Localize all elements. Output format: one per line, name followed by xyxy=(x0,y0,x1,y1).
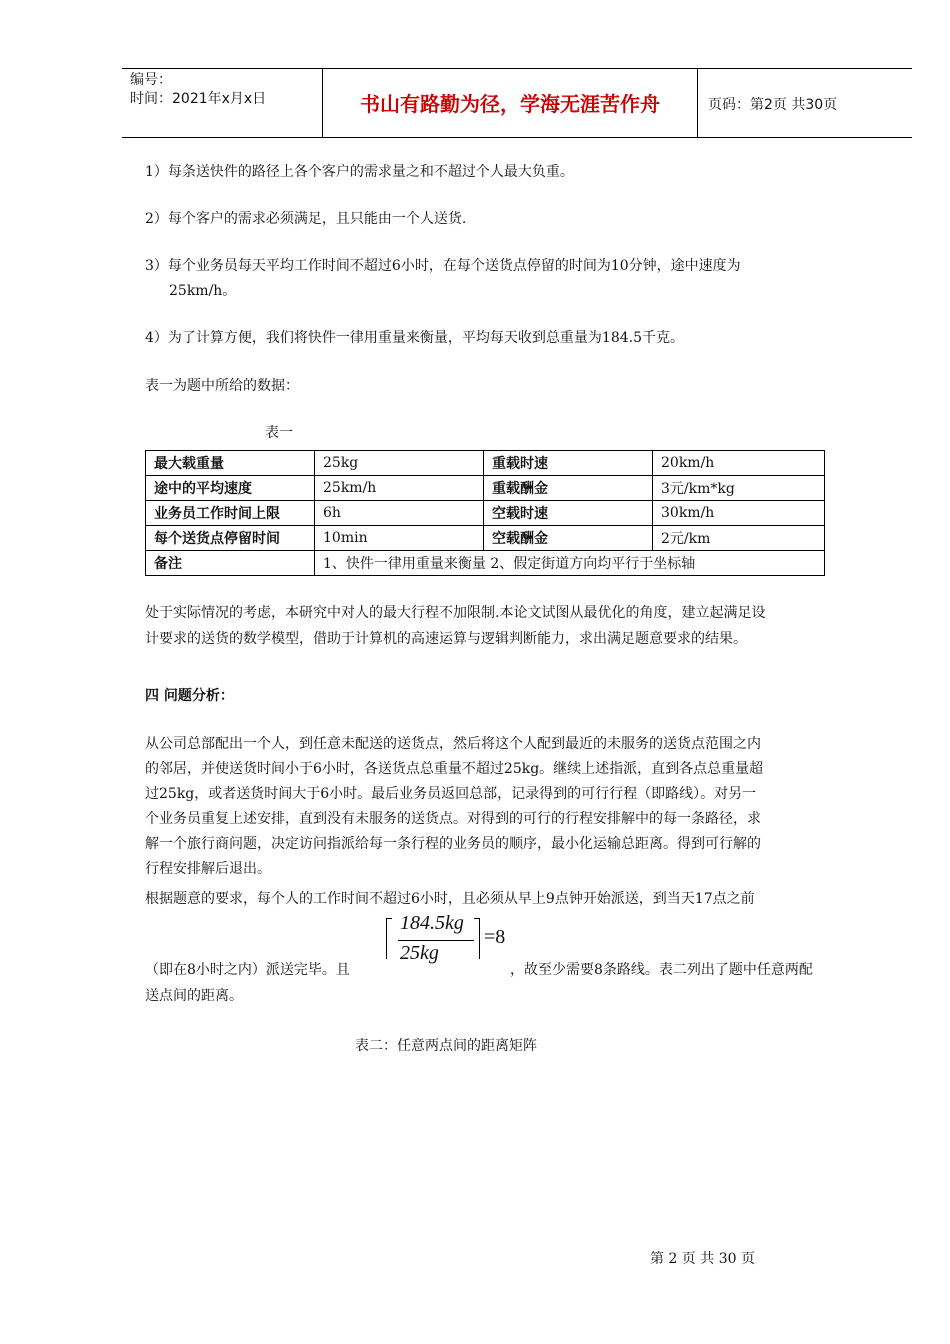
motto: 书山有路勤为径，学海无涯苦作舟 xyxy=(360,92,660,116)
constraint-2: 2）每个客户的需求必须满足，且只能由一个人送货. xyxy=(145,211,467,227)
table-cell: 最大载重量 xyxy=(146,451,315,476)
formula-denominator: 25kg xyxy=(400,942,439,964)
code-label: 编号： xyxy=(130,72,172,88)
table-cell: 2元/km xyxy=(653,526,825,551)
table-row xyxy=(146,501,825,526)
table-row xyxy=(146,551,825,576)
table-row xyxy=(146,526,825,551)
table-cell: 25kg xyxy=(315,451,484,476)
paragraph-line: 行程安排解后退出。 xyxy=(145,861,271,877)
table-row xyxy=(146,476,825,501)
table-cell: 业务员工作时间上限 xyxy=(146,501,315,526)
table-cell: 空载酬金 xyxy=(484,526,653,551)
constraint-4: 4）为了计算方便，我们将快件一律用重量来衡量，平均每天收到总重量为184.5千克。 xyxy=(145,330,684,346)
section-title: 四 问题分析： xyxy=(145,688,234,704)
paragraph-line: 过25kg，或者送货时间大于6小时。最后业务员返回总部，记录得到的可行行程（即路线）。对另一 xyxy=(145,786,757,802)
table-cell: 10min xyxy=(315,526,484,551)
table-cell: 空载时速 xyxy=(484,501,653,526)
paragraph-line: 个业务员重复上述安排，直到没有未服务的送货点。对得到的可行的行程安排解中的每一条路径，求 xyxy=(145,811,761,827)
table-cell: 30km/h xyxy=(653,501,825,526)
data-table xyxy=(145,450,825,576)
time-label: 时间：2021年x月x日 xyxy=(130,91,267,107)
right-ceiling-bracket xyxy=(474,918,480,959)
table-note-label: 备注 xyxy=(146,551,315,576)
table-cell: 6h xyxy=(315,501,484,526)
paragraph-line: （即在8小时之内）派送完毕。且 xyxy=(145,962,350,978)
paragraph-line: 从公司总部配出一个人，到任意未配送的送货点，然后将这个人配到最近的未服务的送货点范围之内 xyxy=(145,736,761,752)
paragraph-line: 解一个旅行商问题，决定访问指派给每一条行程的业务员的顺序，最小化运输总距离。得到可行解的 xyxy=(145,836,761,852)
table-cell: 重载酬金 xyxy=(484,476,653,501)
header-motto-cell xyxy=(322,69,698,137)
header-meta xyxy=(122,69,322,137)
paragraph-line: 计要求的送货的数学模型，借助于计算机的高速运算与逻辑判断能力，求出满足题意要求的结果。 xyxy=(145,631,747,647)
table-cell: 每个送货点停留时间 xyxy=(146,526,315,551)
paragraph-line: 处于实际情况的考虑，本研究中对人的最大行程不加限制.本论文试图从最优化的角度，建立起满足设 xyxy=(145,605,766,621)
table-row xyxy=(146,451,825,476)
table-note-value: 1、快件一律用重量来衡量 2、假定街道方向均平行于坐标轴 xyxy=(315,551,825,576)
table1-caption: 表一 xyxy=(265,425,293,441)
table-cell: 途中的平均速度 xyxy=(146,476,315,501)
formula-numerator: 184.5kg xyxy=(400,912,464,934)
table-cell: 20km/h xyxy=(653,451,825,476)
table-cell: 3元/km*kg xyxy=(653,476,825,501)
table-cell: 25km/h xyxy=(315,476,484,501)
constraint-1: 1）每条送快件的路径上各个客户的需求量之和不超过个人最大负重。 xyxy=(145,164,574,180)
paragraph-line: 的邻居，并使送货时间小于6小时，各送货点总重量不超过25kg。继续上述指派，直到各点总重量超 xyxy=(145,761,764,777)
paragraph-line: 送点间的距离。 xyxy=(145,988,243,1004)
ceiling-formula xyxy=(384,910,514,970)
page-footer: 第 2 页 共 30 页 xyxy=(650,1251,755,1267)
table1-intro: 表一为题中所给的数据： xyxy=(145,378,299,394)
paragraph-line: ，故至少需要8条路线。表二列出了题中任意两配 xyxy=(510,962,813,978)
table2-caption: 表二：任意两点间的距离矩阵 xyxy=(355,1038,537,1054)
constraint-3: 3）每个业务员每天平均工作时间不超过6小时，在每个送货点停留的时间为10分钟，途中速度为 xyxy=(145,258,741,274)
page-number-label: 页码：第2页 共30页 xyxy=(708,97,838,113)
table-cell: 重载时速 xyxy=(484,451,653,476)
left-ceiling-bracket xyxy=(386,918,392,959)
page-header xyxy=(122,68,912,138)
paragraph-line: 根据题意的要求，每个人的工作时间不超过6小时，且必须从早上9点钟开始派送，到当天17点之前 xyxy=(145,891,755,907)
constraint-3-cont: 25km/h。 xyxy=(169,283,237,299)
fraction-bar xyxy=(398,940,474,941)
header-page-cell xyxy=(698,69,912,137)
formula-result: =8 xyxy=(484,926,506,948)
